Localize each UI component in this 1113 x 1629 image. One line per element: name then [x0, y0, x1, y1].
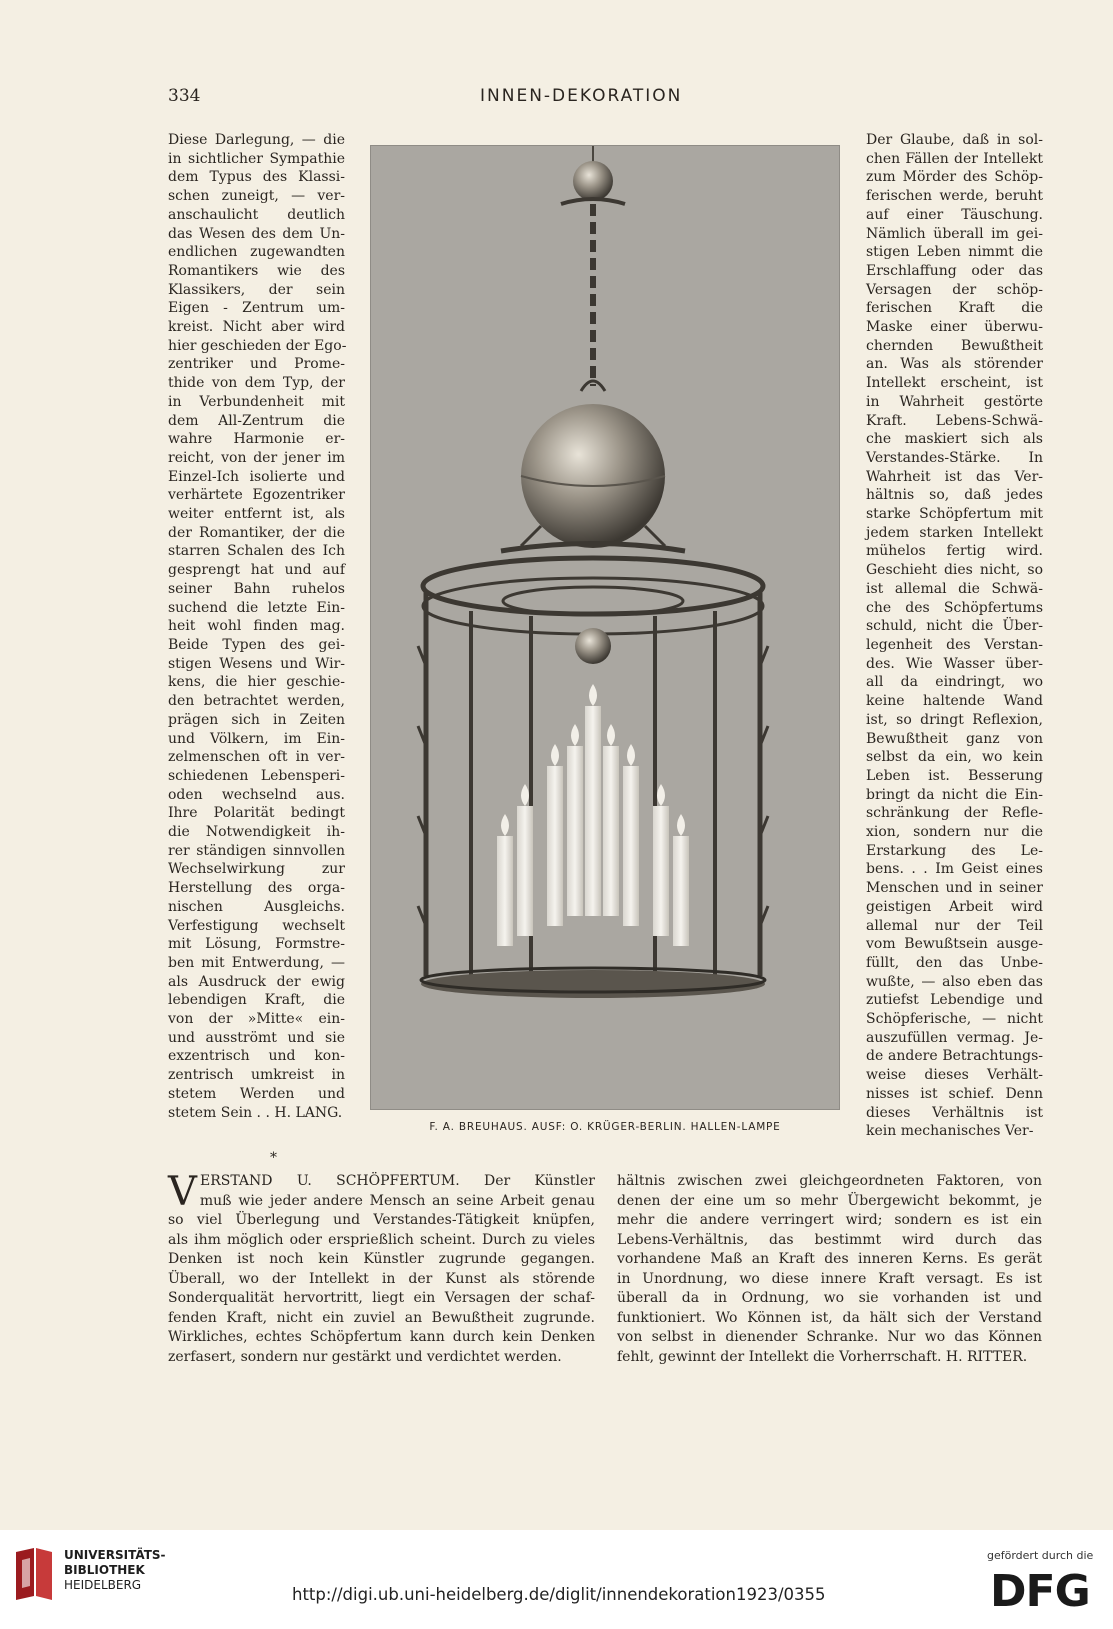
bottom-left-line: muß wie jeder andere Mensch an seine Arbeit genau	[199, 1192, 595, 1209]
right-column-line: zutiefst Lebendige und	[866, 992, 1043, 1009]
right-column-line: Wahrheit ist das Ver-	[866, 468, 1043, 485]
bottom-left-line: zerfasert, sondern nur gestärkt und verdichtet werden.	[168, 1348, 562, 1365]
left-column-line: Herstellung des orga-	[168, 880, 345, 897]
bottom-right-column	[617, 1172, 1042, 1367]
right-column-line: geistigen Arbeit wird	[866, 898, 1043, 915]
left-column-line: rer ständigen sinnvollen	[168, 842, 345, 859]
right-column-line: weise dieses Verhält-	[866, 1067, 1043, 1084]
right-column-line: de andere Betrachtungs-	[866, 1048, 1043, 1065]
left-column-line: stetem Sein . . H. LANG.	[168, 1104, 343, 1121]
bottom-left-line: Wirkliches, echtes Schöpfertum kann durch kein Denken	[168, 1329, 595, 1345]
right-column-line: all da eindringt, wo	[866, 674, 1043, 691]
right-column-line: auf einer Täuschung.	[866, 206, 1043, 223]
left-column-line: kens, die hier geschie-	[168, 674, 345, 691]
right-column-line: jedem starken Intellekt	[866, 524, 1043, 541]
left-column-line: stigen Wesens und Wir-	[168, 655, 345, 672]
right-column-line: des. Wie Wasser über-	[866, 655, 1043, 672]
left-column-line: Ihre Polarität bedingt	[168, 805, 345, 822]
left-column-line: die Notwendigkeit ih-	[168, 824, 345, 841]
right-column-line: dieses Verhältnis ist	[866, 1104, 1043, 1121]
hall-lamp-illustration	[371, 146, 839, 1109]
left-column-line: heit wohl finden mag.	[168, 618, 345, 635]
left-column-line: dem All-Zentrum die	[168, 412, 345, 429]
bottom-right-line: hältnis zwischen zwei gleichgeordneten Faktoren, von	[617, 1173, 1042, 1189]
library-name-line1: UNIVERSITÄTS-	[64, 1548, 166, 1562]
left-column-line: Klassikers, der sein	[168, 281, 345, 298]
right-column-line: an. Was als störender	[866, 356, 1043, 373]
right-column-line: nisses ist schief. Denn	[866, 1085, 1043, 1102]
drop-cap: V	[168, 1169, 197, 1215]
left-column-line: lebendigen Kraft, die	[168, 992, 345, 1009]
left-column-line: Diese Darlegung, — die	[168, 132, 345, 148]
right-column-line: Maske einer überwu-	[866, 319, 1043, 336]
bottom-right-line: fehlt, gewinnt der Intellekt die Vorherrschaft. H. RITTER.	[617, 1348, 1028, 1365]
left-column-line: reicht, von der jener im	[168, 449, 345, 466]
bottom-left-line: Denken ist noch kein Künstler zugrunde gegangen.	[168, 1251, 595, 1267]
right-column-line: Nämlich überall im gei-	[866, 225, 1043, 242]
right-column-line: legenheit des Verstan-	[866, 636, 1043, 653]
bottom-right-line: funktioniert. Wo Können ist, da hält sich der Verstand	[617, 1309, 1042, 1326]
bottom-right-line: überall da in Ordnung, wo sie vorhanden ist und	[617, 1290, 1042, 1306]
section-separator: *	[270, 1150, 277, 1166]
left-column-line: ben mit Entwerdung, —	[168, 954, 345, 971]
right-column-line: Versagen der schöp-	[866, 281, 1043, 298]
left-column-line: hier geschieden der Ego-	[168, 337, 347, 354]
right-column-line: ferischen werde, beruht	[866, 188, 1043, 205]
left-column-line: endlichen zugewandten	[168, 244, 345, 261]
right-column-line: ist allemal die Schwä-	[866, 580, 1043, 597]
right-column-line: starke Schöpfertum mit	[866, 506, 1043, 523]
right-column-line: Bewußtheit ganz von	[866, 730, 1043, 747]
left-column-line: starren Schalen des Ich	[168, 543, 345, 560]
left-column-line: den betrachtet werden,	[168, 693, 345, 710]
library-name[interactable]	[64, 1548, 166, 1593]
left-column-line: anschaulicht deutlich	[168, 206, 345, 223]
right-column-line: Der Glaube, daß in sol-	[866, 132, 1043, 148]
left-column-line: thide von dem Typ, der	[168, 375, 345, 392]
right-column-line: Schöpferische, — nicht	[866, 1011, 1043, 1028]
bottom-left-line: als ihm möglich oder ersprießlich scheint. Durch zu vieles	[168, 1231, 595, 1248]
left-column-line: verhärtete Egozentriker	[168, 487, 345, 504]
right-column-line: mühelos fertig wird.	[866, 543, 1043, 560]
right-column-line: Geschieht dies nicht, so	[866, 562, 1043, 579]
bottom-right-line: Lebens-Verhältnis, das bestimmt wird durch das	[617, 1231, 1042, 1248]
right-column-line: allemal nur der Teil	[866, 917, 1043, 934]
bottom-left-line: fenden Kraft, nicht ein zuviel an Bewußtheit zugrunde.	[168, 1309, 595, 1326]
right-column-line: Leben ist. Besserung	[866, 767, 1043, 784]
left-column-line: der Romantiker, der die	[168, 524, 345, 541]
bottom-left-line: Sonderqualität hervortritt, liegt ein Versagen der schaf-	[168, 1290, 595, 1306]
bottom-right-line: mehr die andere verringert wird; sondern es ist ein	[617, 1212, 1042, 1228]
left-column-line: Einzel-Ich isolierte und	[168, 468, 345, 485]
figure-caption: F. A. BREUHAUS. AUSF: O. KRÜGER-BERLIN. HALLEN-LAMPE	[429, 1121, 781, 1133]
left-column-line: dem Typus des Klassi-	[168, 169, 345, 186]
right-column-line: hältnis so, daß jedes	[866, 487, 1043, 504]
right-column-line: chernden Bewußtheit	[866, 337, 1043, 354]
right-column-line: wußte, — also eben das	[866, 973, 1043, 990]
left-column-line: schen zuneigt, — ver-	[168, 188, 345, 205]
right-column-line: in Wahrheit gestörte	[866, 393, 1043, 410]
left-column-line: zentriker und Prome-	[168, 356, 345, 373]
left-column-line: gesprengt hat und auf	[168, 562, 345, 579]
left-column-line: stetem Werden und	[168, 1085, 345, 1102]
right-column-line: selbst da ein, wo kein	[866, 749, 1043, 766]
right-column-line: zum Mörder des Schöp-	[866, 169, 1043, 186]
right-column-line: chen Fällen der Intellekt	[866, 150, 1043, 167]
bottom-right-line: von selbst in dienender Schranke. Nur wo das Können	[617, 1329, 1042, 1345]
right-column-line: Erstarkung des Le-	[866, 842, 1043, 859]
right-column-line: bringt da nicht die Ein-	[866, 786, 1043, 803]
left-column-line: seiner Bahn ruhelos	[168, 580, 345, 597]
right-column-line: füllt, den das Unbe-	[866, 954, 1043, 971]
right-column-line: che des Schöpfertums	[866, 599, 1043, 616]
left-column-line: Verfestigung wechselt	[168, 917, 345, 934]
right-column-line: Verstandes-Stärke. In	[866, 449, 1043, 466]
library-name-line3: HEIDELBERG	[64, 1578, 142, 1592]
bottom-left-line: so viel Überlegung und Verstandes-Tätigkeit knüpfen,	[168, 1212, 595, 1228]
right-column-line: bens. . . Im Geist eines	[866, 861, 1043, 878]
left-column-line: zelmenschen oft in ver-	[168, 749, 345, 766]
right-column-line: che maskiert sich als	[866, 431, 1043, 448]
right-column-line: schränkung der Refle-	[866, 805, 1043, 822]
right-column-line: auszufüllen vermag. Je-	[866, 1029, 1043, 1046]
article-verstand-schoepfertum	[168, 1169, 595, 1367]
left-column-line: oden wechselnd aus.	[168, 786, 345, 803]
left-column-line: Romantikers wie des	[168, 262, 345, 279]
right-column	[866, 131, 1043, 1141]
left-column-line: und Völkern, im Ein-	[168, 730, 345, 747]
left-column-line: schiedenen Lebensperi-	[168, 767, 345, 784]
left-column-line: zentrisch umkreist in	[168, 1067, 345, 1084]
right-column-line: keine haltende Wand	[866, 693, 1043, 710]
left-column-line: Beide Typen des gei-	[168, 636, 345, 653]
right-column-line: ist, so dringt Reflexion,	[866, 711, 1043, 728]
right-column-line: kein mechanisches Ver-	[866, 1123, 1034, 1140]
left-column-line: Eigen - Zentrum um-	[168, 300, 345, 317]
left-column-line: von der »Mitte« ein-	[168, 1011, 345, 1028]
left-column-line: als Ausdruck der ewig	[168, 973, 345, 990]
left-column-line: exzentrisch und kon-	[168, 1048, 345, 1065]
bottom-right-line: vorhandene Maß an Kraft des inneren Kerns. Es gerät	[617, 1251, 1042, 1267]
bottom-left-line: ERSTAND U. SCHÖPFERTUM. Der Künstler	[200, 1173, 595, 1189]
permalink-url[interactable]: http://digi.ub.uni-heidelberg.de/diglit/innendekoration1923/0355	[292, 1585, 826, 1604]
right-column-line: xion, sondern nur die	[866, 824, 1043, 841]
right-column-line: stigen Leben nimmt die	[866, 244, 1043, 261]
left-column-line: und ausströmt und sie	[168, 1029, 345, 1046]
sponsor-label: gefördert durch die	[987, 1549, 1094, 1562]
bottom-left-line: Überall, wo der Intellekt in der Kunst als störende	[168, 1270, 595, 1287]
dfg-logo[interactable]: DFG	[990, 1566, 1090, 1617]
lamp-photograph	[370, 145, 840, 1110]
left-column-line: in sichtlicher Sympathie	[168, 150, 345, 167]
footer-bar	[0, 1530, 1113, 1629]
right-column-line: Kraft. Lebens-Schwä-	[866, 412, 1043, 429]
left-column-line: suchend die letzte Ein-	[168, 599, 345, 616]
bottom-right-line: in Unordnung, wo diese innere Kraft versagt. Es ist	[617, 1270, 1042, 1287]
running-title: INNEN-DEKORATION	[480, 86, 683, 106]
right-column-line: schuld, nicht die Über-	[866, 618, 1043, 635]
library-name-line2: BIBLIOTHEK	[64, 1563, 145, 1577]
left-column-line: wahre Harmonie er-	[168, 431, 345, 448]
left-column-line: weiter entfernt ist, als	[168, 506, 345, 523]
right-column-line: Erschlaffung oder das	[866, 262, 1043, 279]
right-column-line: Menschen und in seiner	[866, 880, 1043, 897]
left-column-line: prägen sich in Zeiten	[168, 711, 345, 728]
left-column-line: Wechselwirkung zur	[168, 861, 345, 878]
left-column-line: das Wesen des dem Un-	[168, 225, 345, 242]
left-column-line: mit Lösung, Formstre-	[168, 936, 345, 953]
left-column-line: kreist. Nicht aber wird	[168, 319, 345, 336]
right-column-line: vom Bewußtsein ausge-	[866, 936, 1043, 953]
bottom-right-line: denen der eine um so mehr Übergewicht bekommt, je	[617, 1192, 1042, 1209]
left-column	[168, 131, 345, 1122]
university-library-logo-icon[interactable]	[12, 1546, 56, 1602]
left-column-line: nischen Ausgleichs.	[168, 898, 345, 915]
left-column-line: in Verbundenheit mit	[168, 393, 345, 410]
right-column-line: ferischen Kraft die	[866, 300, 1043, 317]
page-number: 334	[168, 86, 201, 106]
right-column-line: Intellekt erscheint, ist	[866, 375, 1043, 392]
